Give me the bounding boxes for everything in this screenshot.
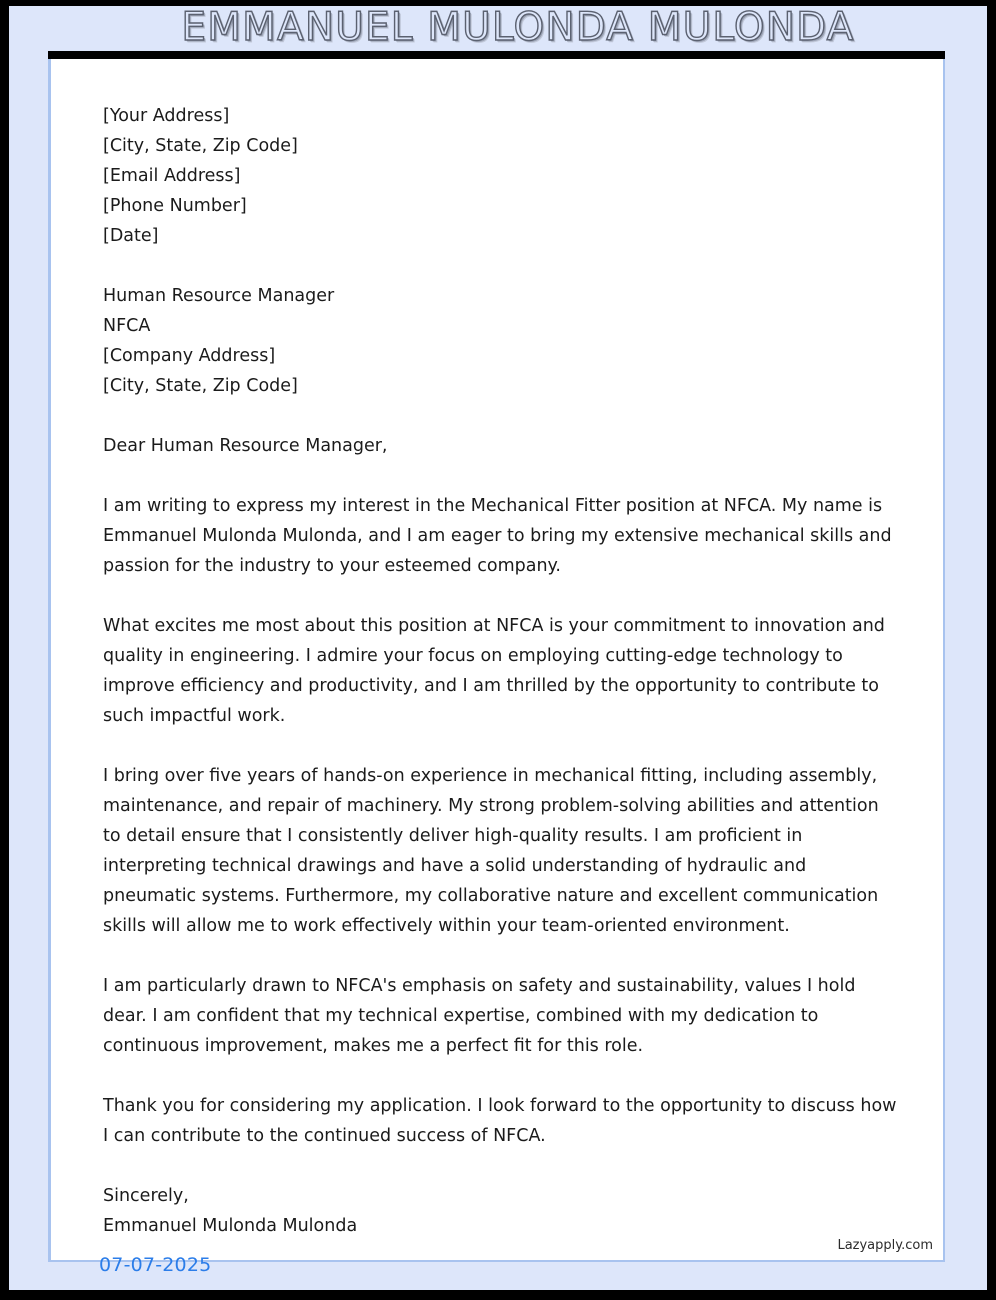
signature-block: [103, 1181, 898, 1241]
body-paragraph-1: I am writing to express my interest in the Mechanical Fitter position at NFCA. My name is Emmanuel Mulonda Mulonda, and I am eager to bring my extensive mechanical skills and passion for the industry to your esteemed company.: [103, 496, 892, 576]
page-title: EMMANUEL MULONDA MULONDA: [181, 5, 855, 50]
sender-phone-line: [Phone Number]: [103, 196, 247, 216]
sender-date-line: [Date]: [103, 226, 159, 246]
closing-line: Sincerely,: [103, 1186, 189, 1206]
sender-address-line: [Your Address]: [103, 106, 230, 126]
body-paragraph-2: What excites me most about this position at NFCA is your commitment to innovation and quality in engineering. I admire your focus on employing cutting-edge technology to improve efficiency and productivity, and I am thrilled by the opportunity to contribute to such impactful work.: [103, 616, 885, 726]
document-header: [9, 6, 987, 54]
recipient-address-block: [103, 281, 898, 401]
salutation-block: [103, 431, 898, 461]
sender-email-line: [Email Address]: [103, 166, 241, 186]
date-stamp: 07-07-2025: [99, 1254, 212, 1276]
letter-sheet: [48, 59, 945, 1262]
letter-body: [51, 59, 943, 1241]
body-paragraph-5: Thank you for considering my application. I look forward to the opportunity to discuss how I can contribute to the continued success of NFCA.: [103, 1096, 897, 1146]
body-paragraph-3: I bring over five years of hands-on experience in mechanical fitting, including assembly, maintenance, and repair of machinery. My strong problem-solving abilities and attention to detail ensure that I consistently deliver high-quality results. I am proficient in interpreting technical drawings and have a solid understanding of hydraulic and pneumatic systems. Furthermore, my collaborative nature and excellent communication skills will allow me to work effectively within your team-oriented environment.: [103, 766, 879, 936]
recipient-title-line: Human Resource Manager: [103, 286, 335, 306]
salutation-line: Dear Human Resource Manager,: [103, 436, 388, 456]
recipient-company-line: NFCA: [103, 316, 151, 336]
body-paragraph-4: I am particularly drawn to NFCA's emphasis on safety and sustainability, values I hold dear. I am confident that my technical expertise, combined with my dedication to continuous improvement, makes me a perfect fit for this role.: [103, 976, 856, 1056]
recipient-address-line: [Company Address]: [103, 346, 276, 366]
recipient-city-line: [City, State, Zip Code]: [103, 376, 298, 396]
sender-address-block: [103, 101, 898, 251]
sender-city-line: [City, State, Zip Code]: [103, 136, 298, 156]
header-divider-rule: [48, 51, 945, 59]
lazyapply-watermark: Lazyapply.com: [837, 1238, 933, 1253]
signature-name: Emmanuel Mulonda Mulonda: [103, 1216, 358, 1236]
